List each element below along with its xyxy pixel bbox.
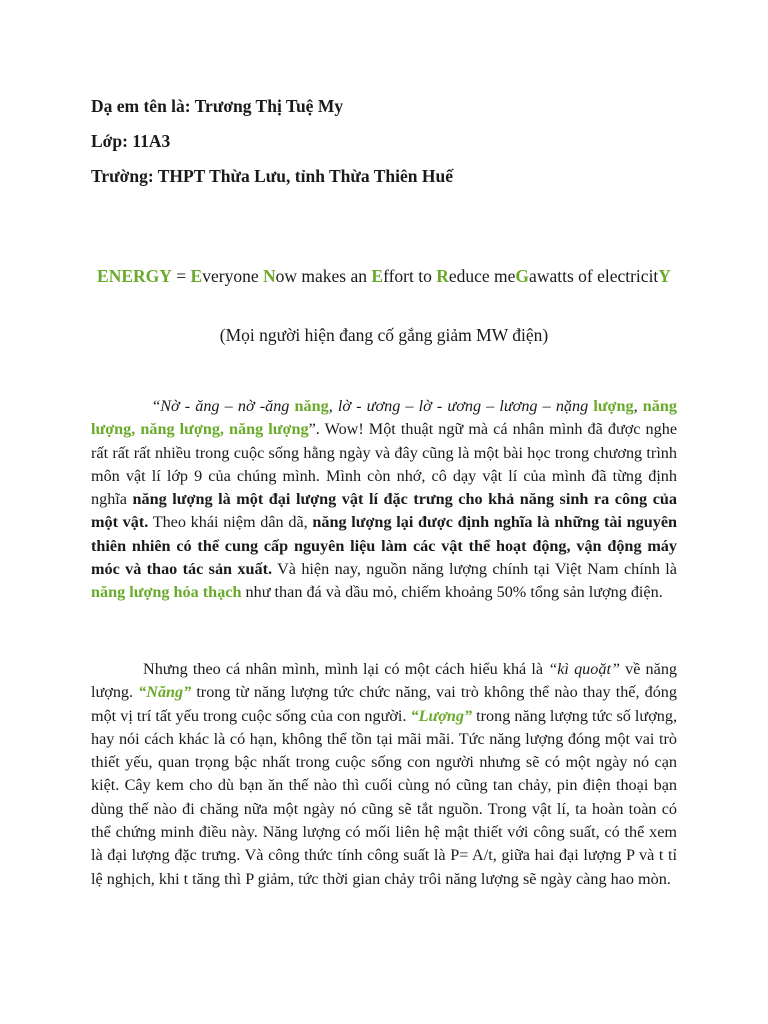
- paragraph-2: Nhưng theo cá nhân mình, mình lại có một cách hiểu khá là “kì quoặt” về năng lượng. “Năng” trong từ năng lượng tức chức năng, vai trò không thể nào thay thế, đóng một vị trí tất yếu trong cuộc sống của con người. “Lượng” trong năng lượng tức số lượng, hay nói cách khác là có hạn, không thể tồn tại mãi mãi. Tức năng lượng đóng một vai trò thiết yếu, quan trọng bậc nhất trong cuộc sống con người nhưng sẽ có một ngày nó cạn kiệt. Cây kem cho dù bạn ăn thế nào thì cuối cùng nó cũng tan chảy, pin điện thoại bạn dùng thế nào đi chăng nữa một ngày nó cũng sẽ tắt nguồn. Trong vật lí, ta hoàn toàn có thể chứng minh điều này. Năng lượng có mối liên hệ mật thiết với công suất, có thể xem là đại lượng đặc trưng. Và công thức tính công suất là P= A/t, giữa hai đại lượng P và t tỉ lệ nghịch, khi t tăng thì P giảm, tức thời gian chảy trôi năng lượng sẽ ngày càng hao mòn.: [91, 660, 678, 888]
- student-name-line: Dạ em tên là: Trương Thị Tuệ My: [91, 96, 344, 116]
- class-line: Lớp: 11A3: [91, 131, 171, 151]
- title-translation: (Mọi người hiện đang cố gắng giảm MW điện): [219, 325, 549, 345]
- paragraph-1: “Nờ - ăng – nờ -ăng năng, lờ - ương – lờ - ương – lương – nặng lượng, năng lượng, năng lượng, năng lượng”. Wow! Một thuật ngữ mà cá nhân mình đã được nghe rất rất rất nhiều trong cuộc sống hằng ngày và đây cũng là một bài học trong chương trình môn vật lí lớp 9 của chúng mình. Mình còn nhớ, cô dạy vật lí của mình đã từng định nghĩa năng lượng là một đại lượng vật lí đặc trưng cho khả năng sinh ra công của một vật. Theo khái niệm dân dã, năng lượng lại được định nghĩa là những tài nguyên thiên nhiên có thể cung cấp nguyên liệu làm các vật thể hoạt động, vận động máy móc và thao tác sản xuất. Và hiện nay, nguồn năng lượng chính tại Việt Nam chính là năng lượng hóa thạch như than đá và dầu mỏ, chiếm khoảng 50% tổng sản lượng điện.: [91, 397, 678, 602]
- school-line: Trường: THPT Thừa Lưu, tỉnh Thừa Thiên Huế: [91, 166, 453, 186]
- energy-word: ENERGY: [97, 266, 172, 286]
- energy-acronym-title: ENERGY = Everyone Now makes an Effort to Reduce meGawatts of electricitY: [97, 266, 671, 286]
